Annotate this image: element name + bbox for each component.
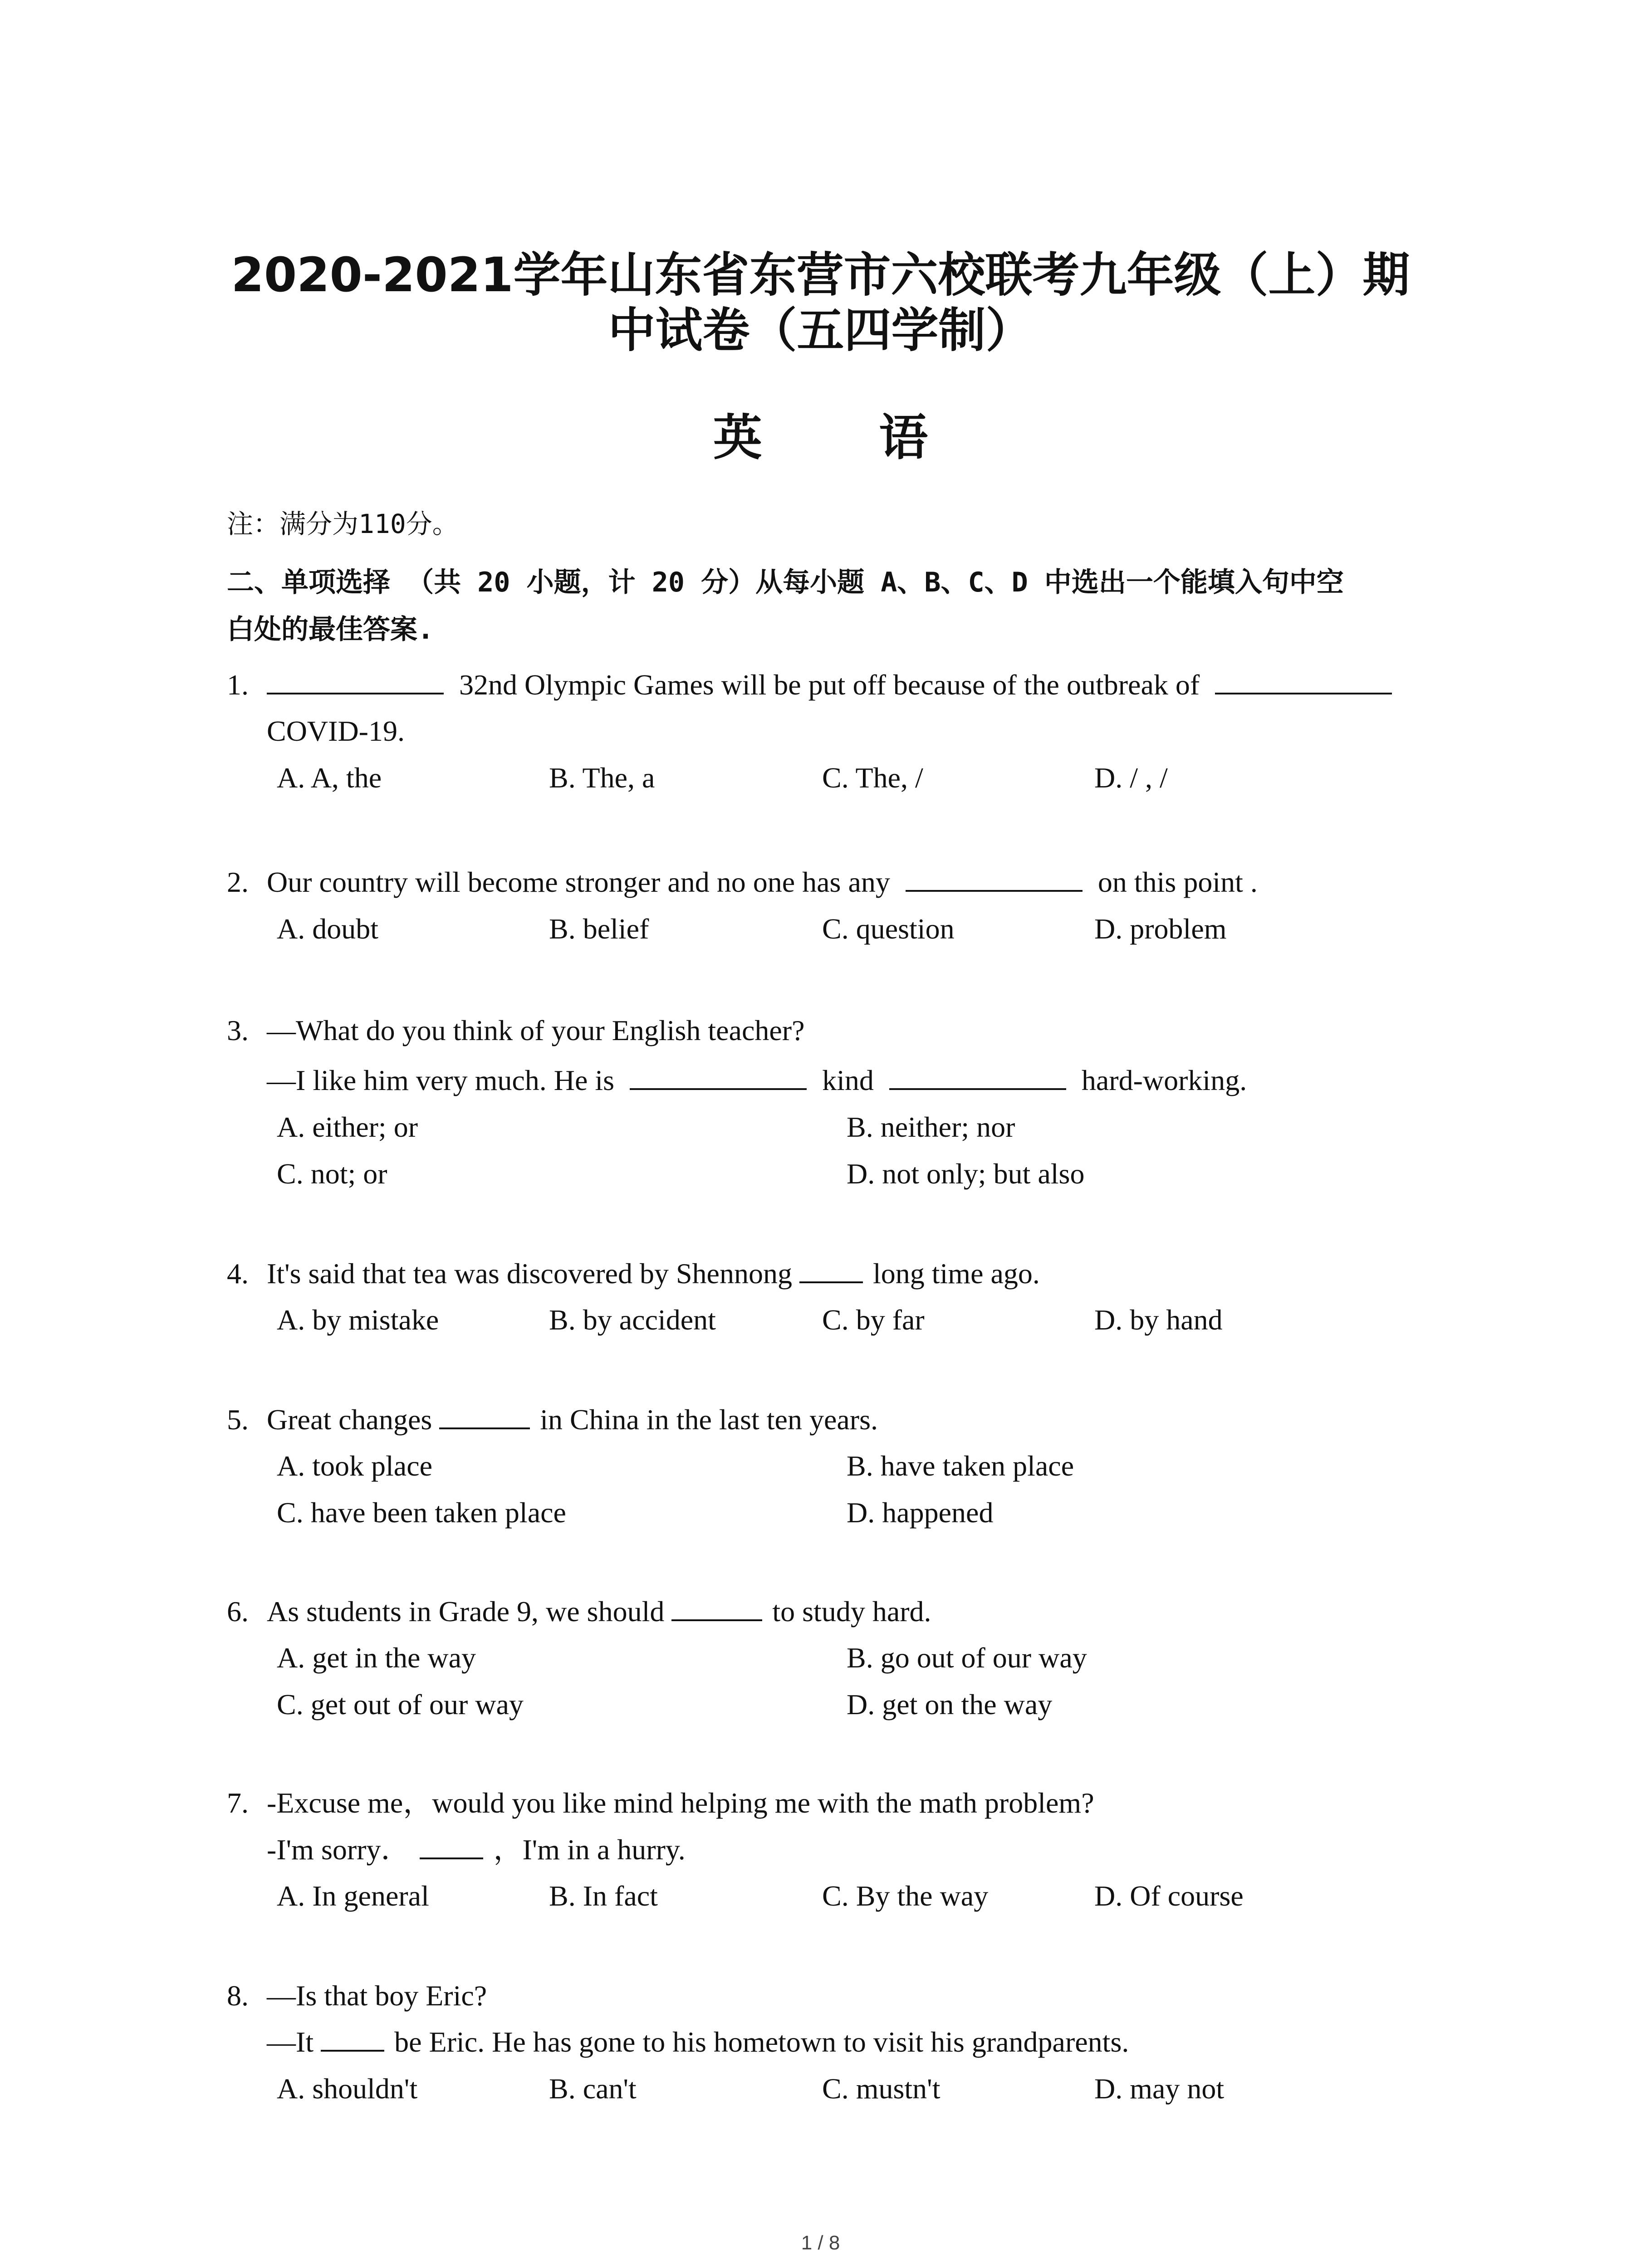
question-2-option-d[interactable]: D. problem [1094, 913, 1227, 945]
question-5-option-b[interactable]: B. have taken place [847, 1450, 1074, 1482]
question-text: Our country will become stronger and no one has any [267, 866, 897, 898]
answer-blank [439, 1403, 530, 1429]
question-4-option-a[interactable]: A. by mistake [277, 1304, 439, 1336]
question-4-number: 4. [227, 1257, 249, 1290]
question-3-option-b[interactable]: B. neither; nor [847, 1111, 1015, 1143]
question-7-number: 7. [227, 1787, 249, 1819]
question-4-option-d[interactable]: D. by hand [1094, 1304, 1223, 1336]
question-text: hard-working. [1074, 1064, 1247, 1096]
question-text: ，I'm in a hurry. [486, 1833, 686, 1866]
question-8-number: 8. [227, 1980, 249, 2012]
question-5-line-1 [267, 1402, 878, 1438]
question-8-line-1: —Is that boy Eric? [267, 1980, 487, 2012]
question-text: on this point . [1090, 866, 1258, 898]
question-6-option-a[interactable]: A. get in the way [277, 1642, 476, 1674]
question-text: It's said that tea was discovered by Shennong [267, 1257, 799, 1290]
answer-blank [630, 1064, 807, 1090]
answer-blank [889, 1064, 1066, 1090]
question-8-option-a[interactable]: A. shouldn't [277, 2072, 418, 2105]
answer-blank [906, 865, 1083, 892]
question-5-number: 5. [227, 1403, 249, 1436]
subject-heading: 英 语 [713, 409, 978, 466]
section-line-2: 白处的最佳答案. [227, 614, 434, 645]
question-3-line-2 [267, 1062, 1247, 1099]
score-note: 注：满分为110分。 [227, 508, 459, 539]
question-7-line-2 [267, 1832, 686, 1868]
question-3-number: 3. [227, 1014, 249, 1046]
answer-blank [420, 1833, 483, 1859]
question-1-option-d[interactable]: D. / , / [1094, 762, 1168, 794]
question-text: —I like him very much. He is [267, 1064, 622, 1096]
answer-blank [321, 2025, 384, 2052]
page-title [150, 247, 1491, 358]
question-text: long time ago. [865, 1257, 1040, 1290]
question-4-option-b[interactable]: B. by accident [549, 1304, 716, 1336]
question-2-line-1 [267, 864, 1258, 900]
answer-blank [799, 1257, 863, 1283]
question-4-option-c[interactable]: C. by far [822, 1304, 925, 1336]
question-6-number: 6. [227, 1595, 249, 1628]
question-7-option-c[interactable]: C. By the way [822, 1880, 989, 1912]
question-2-option-c[interactable]: C. question [822, 913, 955, 945]
question-5-option-a[interactable]: A. took place [277, 1450, 432, 1482]
question-text: As students in Grade 9, we should [267, 1595, 672, 1628]
question-1-line-1 [267, 667, 1400, 703]
question-text: -I'm sorry． [267, 1833, 417, 1866]
question-2-number: 2. [227, 866, 249, 898]
question-text: 32nd Olympic Games will be put off because of the outbreak of [452, 669, 1207, 701]
question-3-option-a[interactable]: A. either; or [277, 1111, 418, 1143]
question-text: kind [815, 1064, 881, 1096]
question-6-option-d[interactable]: D. get on the way [847, 1688, 1053, 1721]
page-number: 1 / 8 [801, 2232, 840, 2254]
question-6-line-1 [267, 1593, 931, 1630]
question-6-option-c[interactable]: C. get out of our way [277, 1688, 524, 1721]
question-6-option-b[interactable]: B. go out of our way [847, 1642, 1087, 1674]
question-3-line-1: —What do you think of your English teacher? [267, 1014, 805, 1046]
question-1-line-2: COVID-19. [267, 715, 405, 747]
question-8-option-b[interactable]: B. can't [549, 2072, 637, 2105]
question-text: —It [267, 2026, 321, 2058]
question-3-option-d[interactable]: D. not only; but also [847, 1158, 1085, 1190]
section-instructions [227, 559, 1452, 653]
question-1-option-a[interactable]: A. A, the [277, 762, 382, 794]
question-8-option-c[interactable]: C. mustn't [822, 2072, 941, 2105]
question-2-option-a[interactable]: A. doubt [277, 913, 378, 945]
question-1-number: 1. [227, 669, 249, 701]
answer-blank [1215, 668, 1392, 694]
question-8-line-2 [267, 2024, 1129, 2060]
question-7-option-b[interactable]: B. In fact [549, 1880, 658, 1912]
question-text: Great changes [267, 1403, 440, 1436]
question-text: be Eric. He has gone to his hometown to visit his grandparents. [387, 2026, 1129, 2058]
question-7-line-1: -Excuse me，would you like mind helping me with the math problem? [267, 1787, 1094, 1819]
question-1-option-b[interactable]: B. The, a [549, 762, 655, 794]
answer-blank [671, 1595, 762, 1621]
section-line-1: 二、单项选择 （共 20 小题，计 20 分）从每小题 A、B、C、D 中选出一个能填入句中空 [227, 567, 1344, 598]
question-3-option-c[interactable]: C. not; or [277, 1158, 387, 1190]
answer-blank [267, 668, 444, 694]
question-7-option-a[interactable]: A. In general [277, 1880, 429, 1912]
question-2-option-b[interactable]: B. belief [549, 913, 649, 945]
question-8-option-d[interactable]: D. may not [1094, 2072, 1225, 2105]
question-4-line-1 [267, 1256, 1040, 1292]
title-line-1: 2020-2021学年山东省东营市六校联考九年级（上）期 [231, 247, 1410, 303]
question-5-option-d[interactable]: D. happened [847, 1496, 994, 1529]
question-1-option-c[interactable]: C. The, / [822, 762, 923, 794]
question-5-option-c[interactable]: C. have been taken place [277, 1496, 566, 1529]
title-line-2: 中试卷（五四学制） [608, 303, 1033, 358]
question-7-option-d[interactable]: D. Of course [1094, 1880, 1244, 1912]
question-text: to study hard. [765, 1595, 931, 1628]
question-text: in China in the last ten years. [533, 1403, 878, 1436]
